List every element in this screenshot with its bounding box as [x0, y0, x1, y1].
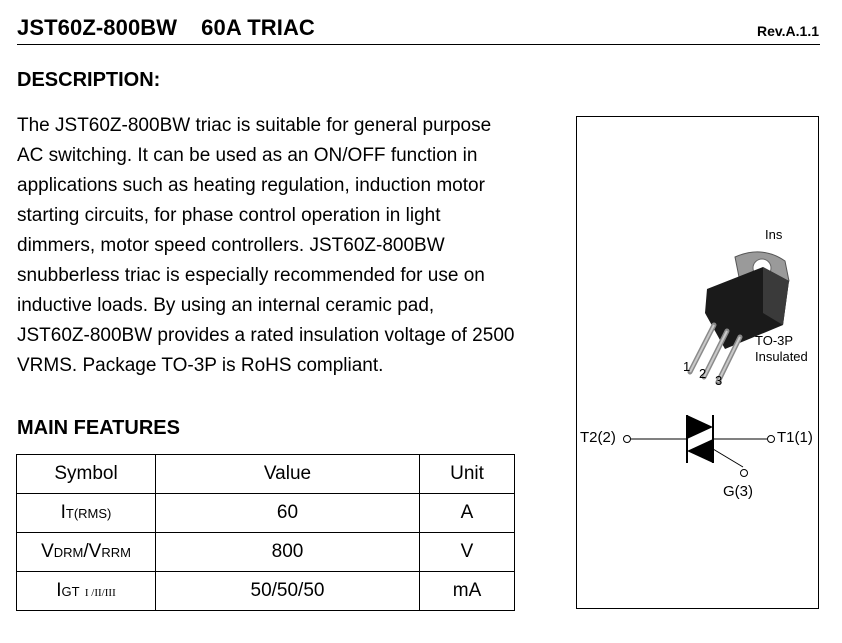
- product-type: 60A TRIAC: [201, 15, 315, 40]
- description-text: [17, 111, 557, 381]
- table-row: [17, 494, 515, 533]
- symbol-main: I: [56, 580, 62, 601]
- symbol-cell: [17, 494, 156, 533]
- description-line: inductive loads. By using an internal ceramic pad,: [17, 295, 435, 316]
- description-line: AC switching. It can be used as an ON/OFF function in: [17, 145, 478, 166]
- package-insulated-label: Insulated: [755, 349, 808, 364]
- pin-1-label: 1: [683, 359, 691, 374]
- column-header-symbol: Symbol: [17, 455, 156, 494]
- features-heading: MAIN FEATURES: [17, 417, 180, 439]
- column-header-value: Value: [156, 455, 420, 494]
- package-type-label: TO-3P: [755, 333, 794, 348]
- description-line: snubberless triac is especially recommended for use on: [17, 265, 485, 286]
- description-line: The JST60Z-800BW triac is suitable for general purpose: [17, 115, 492, 136]
- features-table: [16, 454, 515, 611]
- table-row: [17, 572, 515, 611]
- symbol-subscript: GT: [61, 584, 80, 599]
- symbol-subscript: RRM: [101, 545, 131, 560]
- pin-2-label: 2: [699, 366, 707, 381]
- symbol-main: V: [88, 541, 102, 562]
- symbol-main: I: [60, 502, 66, 523]
- revision-label: Rev.A.1.1: [757, 23, 819, 39]
- document-title: [17, 15, 315, 41]
- description-line: applications such as heating regulation, induction motor: [17, 175, 485, 196]
- value-cell: 60: [156, 494, 420, 533]
- column-header-unit: Unit: [420, 455, 515, 494]
- terminal-t1-label: T1(1): [777, 429, 813, 446]
- header-divider: [17, 44, 820, 45]
- symbol-cell: [17, 572, 156, 611]
- symbol-separator: /: [83, 541, 89, 562]
- pin-3-label: 3: [715, 373, 723, 388]
- terminal-t2-label: T2(2): [580, 429, 616, 446]
- unit-cell: A: [420, 494, 515, 533]
- part-number: JST60Z-800BW: [17, 15, 178, 40]
- description-heading: DESCRIPTION:: [17, 69, 161, 91]
- symbol-subscript: T(RMS): [65, 506, 112, 521]
- value-cell: 50/50/50: [156, 572, 420, 611]
- triac-symbol-icon: [624, 415, 775, 477]
- value-cell: 800: [156, 533, 420, 572]
- description-line: VRMS. Package TO-3P is RoHS compliant.: [17, 355, 384, 376]
- insulation-label: Ins: [765, 227, 783, 242]
- description-line: JST60Z-800BW provides a rated insulation voltage of 2500: [17, 325, 515, 346]
- symbol-subscript: DRM: [53, 545, 84, 560]
- table-header-row: [17, 455, 515, 494]
- gate-label: G(3): [723, 483, 753, 500]
- symbol-cell: [17, 533, 156, 572]
- unit-cell: V: [420, 533, 515, 572]
- description-line: starting circuits, for phase control operation in light: [17, 205, 441, 226]
- symbol-quadrants: I /II/III: [84, 587, 116, 599]
- table-row: [17, 533, 515, 572]
- description-line: dimmers, motor speed controllers. JST60Z-800BW: [17, 235, 445, 256]
- package-diagram-box: [576, 116, 819, 609]
- unit-cell: mA: [420, 572, 515, 611]
- symbol-main: V: [41, 541, 54, 562]
